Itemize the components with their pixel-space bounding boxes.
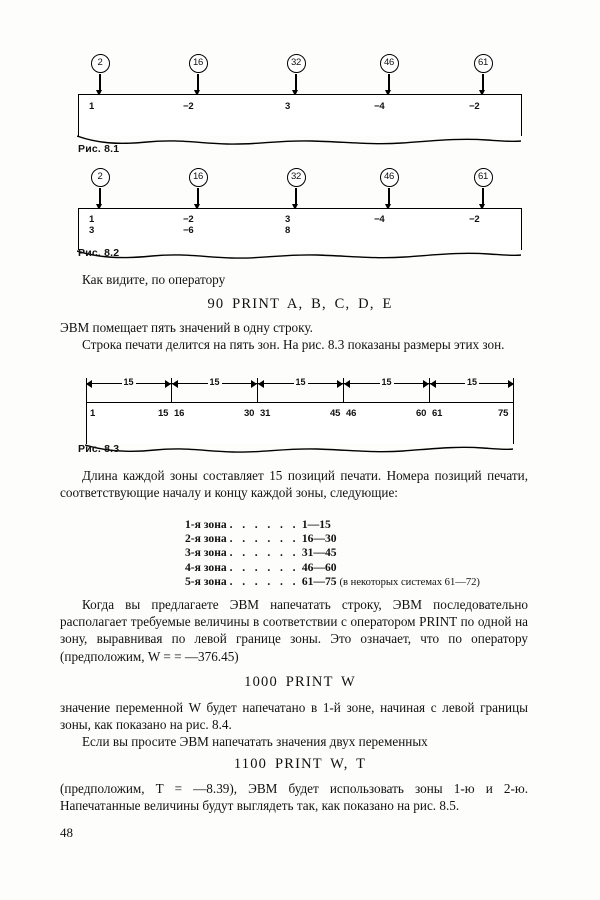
marker-arrow-icon (197, 188, 198, 205)
printed-value: −2 (183, 214, 194, 225)
position-marker (378, 166, 400, 205)
list-item (185, 561, 480, 575)
torn-edge-icon (77, 248, 521, 260)
paragraph-zone-length (60, 468, 528, 501)
after-code-3-text: (предположим, T = —8.39), ЭВМ будет использовать зоны 1-ю и 2-ю. Напечатанные величины будут выглядеть так, как показано на рис. 8.5. (60, 781, 528, 813)
segment-label: 15 (466, 377, 478, 387)
zone-name: 5-я зона (185, 574, 227, 588)
printed-value: 3 (89, 225, 95, 236)
paragraph-two-vars (60, 734, 528, 751)
print-line-strip (78, 94, 522, 136)
zone-range: 16—30 (301, 532, 337, 546)
position-bubble: 16 (189, 168, 208, 187)
zone-name: 1-я зона (185, 518, 227, 531)
marker-arrow-icon (482, 74, 483, 91)
position-bubble: 61 (474, 54, 493, 73)
list-item (185, 546, 480, 560)
position-number: 75 (498, 408, 509, 419)
zone-range: 46—60 (301, 560, 337, 574)
position-number: 15 (158, 408, 169, 419)
code-line-1000: 1000 PRINT W (244, 674, 356, 690)
position-number: 30 (244, 408, 255, 419)
zone-segment (344, 378, 429, 389)
position-bubble: 61 (474, 168, 493, 187)
paragraph-after-code-3 (60, 781, 528, 814)
position-bubble: 46 (380, 54, 399, 73)
figure-8-1-markers (78, 52, 522, 94)
zone-range: 61—75 (301, 574, 337, 588)
marker-arrow-icon (99, 74, 100, 91)
position-bubble: 2 (91, 168, 110, 187)
intro-text: Как видите, по оператору (82, 272, 226, 287)
position-number: 16 (174, 408, 185, 419)
zone-size-ruler (86, 372, 514, 394)
after-code-2-text: значение переменной W будет напечатано в 1-й зоне, начиная с левой границы зоны, как показано на рис. 8.4. (60, 700, 528, 732)
figure-8-2 (78, 166, 522, 250)
zone-range: 1—15 (301, 518, 331, 531)
arrow-left-icon (258, 380, 264, 388)
printed-value: −2 (469, 214, 480, 225)
marker-arrow-icon (295, 188, 296, 205)
position-bubble: 32 (287, 54, 306, 73)
position-bubble: 16 (189, 54, 208, 73)
zone-segment (172, 378, 257, 389)
arrow-left-icon (344, 380, 350, 388)
paragraph-zones (60, 337, 528, 354)
position-marker (472, 166, 494, 205)
segment-label: 15 (209, 377, 220, 387)
paragraph-after-code-2 (60, 700, 528, 733)
zone-range-note: (в некоторых системах 61—72) (339, 576, 480, 588)
marker-arrow-icon (99, 188, 100, 205)
position-marker (285, 52, 307, 91)
two-vars-text: Если вы просите ЭВМ напечатать значения двух переменных (82, 734, 428, 749)
position-bubble: 46 (380, 168, 399, 187)
leader-dots: . . . . . . (229, 518, 299, 531)
printed-values-row (79, 95, 521, 136)
list-item (185, 575, 480, 589)
figure-8-1 (78, 52, 522, 136)
printed-value: 1 (89, 214, 95, 225)
position-number: 61 (432, 408, 443, 419)
segment-label: 15 (123, 377, 134, 387)
arrow-left-icon (430, 380, 436, 388)
position-marker (378, 52, 400, 91)
zone-name: 2-я зона (185, 532, 227, 546)
position-bubble: 32 (287, 168, 306, 187)
printed-value: 8 (285, 225, 291, 236)
figure-caption: Рис. 8.1 (78, 143, 120, 155)
leader-dots: . . . . . . (229, 574, 299, 588)
printed-value: −2 (183, 101, 194, 112)
printed-value: 3 (285, 101, 291, 112)
paragraph-after-code-1 (60, 320, 528, 337)
zone-boundary-tick (513, 378, 514, 402)
leader-dots: . . . . . . (229, 532, 299, 546)
position-marker (187, 52, 209, 91)
figure-caption: Рис. 8.3 (78, 443, 120, 455)
zone-segment (430, 378, 514, 389)
paragraph-print-order (60, 596, 528, 665)
segment-label: 15 (381, 377, 392, 387)
list-item (185, 532, 480, 546)
segment-label: 15 (295, 377, 306, 387)
position-number: 60 (416, 408, 427, 419)
code-line-1100: 1100 PRINT W, T (233, 756, 367, 772)
marker-arrow-icon (197, 74, 198, 91)
zone-length-text: Длина каждой зоны составляет 15 позиций печати. Номера позиций печати, соответствующие началу и концу каждой зоны, следующие: (60, 468, 528, 500)
position-numbers-row (87, 403, 513, 444)
page-number: 48 (60, 825, 73, 840)
leader-dots: . . . . . . (229, 560, 299, 574)
position-marker (472, 52, 494, 91)
zone-segment (86, 378, 171, 389)
position-number: 45 (330, 408, 341, 419)
zone-boundary-tick (86, 378, 87, 402)
after-code-text: ЭВМ помещает пять значений в одну строку. (60, 320, 313, 335)
printed-value: −6 (183, 225, 194, 236)
figure-8-3 (86, 372, 514, 444)
printed-value: 1 (89, 101, 95, 112)
printed-value: −4 (374, 101, 385, 112)
print-line-strip (78, 208, 522, 250)
position-marker (187, 166, 209, 205)
figure-8-2-markers (78, 166, 522, 208)
marker-arrow-icon (388, 188, 389, 205)
zone-name: 3-я зона (185, 546, 227, 560)
paragraph-intro (60, 272, 528, 289)
marker-arrow-icon (295, 74, 296, 91)
position-marker (89, 52, 111, 91)
printed-value: 3 (285, 214, 291, 225)
list-item (185, 518, 480, 532)
printed-value: −2 (469, 101, 480, 112)
print-line-strip (86, 402, 514, 444)
zones-text: Строка печати делится на пять зон. На рис. 8.3 показаны размеры этих зон. (82, 337, 505, 352)
figure-caption: Рис. 8.2 (78, 247, 120, 259)
position-marker (89, 166, 111, 205)
position-number: 46 (346, 408, 357, 419)
position-number: 1 (90, 408, 96, 419)
printed-values-row (79, 209, 521, 250)
position-marker (285, 166, 307, 205)
position-number: 31 (260, 408, 271, 419)
zone-range: 31—45 (301, 546, 337, 560)
torn-edge-icon (85, 442, 513, 454)
code-line-90: 90 PRINT A, B, C, D, E (207, 296, 393, 312)
print-order-text: Когда вы предлагаете ЭВМ напечатать строку, ЭВМ последовательно располагает требуемые величины в соответствии с оператором PRINT по одной на зону, выравнивая по левой границе зоны. Это означает, что по оператору (предположим, W = = —376.45) (60, 597, 528, 664)
torn-edge-icon (77, 134, 521, 146)
position-bubble: 2 (91, 54, 110, 73)
arrow-left-icon (172, 380, 178, 388)
zone-name: 4-я зона (185, 560, 227, 574)
marker-arrow-icon (388, 74, 389, 91)
leader-dots: . . . . . . (229, 546, 299, 560)
printed-value: −4 (374, 214, 385, 225)
zone-segment (258, 378, 343, 389)
zone-range-list (185, 518, 480, 589)
marker-arrow-icon (482, 188, 483, 205)
